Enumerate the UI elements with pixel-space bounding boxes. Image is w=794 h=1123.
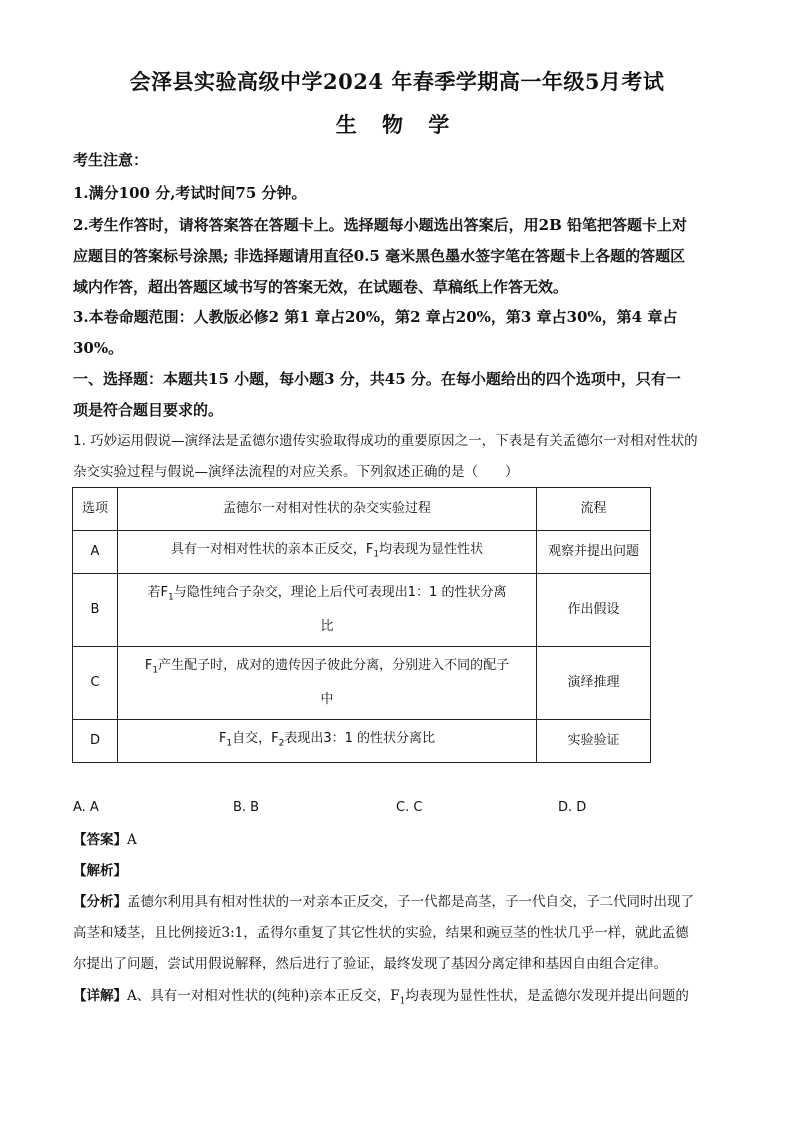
answer-value: A <box>127 832 137 848</box>
analysis-tag: 【解析】 <box>73 863 127 879</box>
fenxi-line-3: 尔提出了问题，尝试用假说解释，然后进行了验证，最终发现了基因分离定律和基因自由组合定律。 <box>73 956 667 972</box>
section-heading-line-1: 一、选择题：本题共15 小题，每小题3 分，共45 分。在每小题给出的四个选项中，只有一 <box>73 370 681 388</box>
table-row <box>73 574 651 647</box>
process-cell: 若$F_1$与隐性纯合子杂交，理论上后代可表现出1：1 的性状分离 比 <box>118 574 537 647</box>
answer-line <box>73 830 723 850</box>
option-cell: A <box>73 531 118 574</box>
notice-item-3-line-2: 30%。 <box>73 339 124 357</box>
table-row <box>73 720 651 763</box>
option-cell: C <box>73 647 118 720</box>
flow-cell: 作出假设 <box>537 574 651 647</box>
process-cell: $F_1$自交，$F_2$表现出3：1 的性状分离比 <box>118 720 537 763</box>
answer-option-a: A. A <box>73 800 99 815</box>
process-cell: $F_1$产生配子时，成对的遗传因子彼此分离，分别进入不同的配子 中 <box>118 647 537 720</box>
experiment-table <box>72 487 651 763</box>
answer-tag: 【答案】 <box>73 832 127 848</box>
table-header-row <box>73 488 651 531</box>
notice-item-2-line-2: 应题目的答案标号涂黑; 非选择题请用直径0.5 毫米黑色墨水签字笔在答题卡上各题的答题区 <box>73 247 686 265</box>
table-row <box>73 531 651 574</box>
section-heading-line-2: 项是符合题目要求的。 <box>73 401 224 419</box>
subject-title: 生 物 学 <box>335 112 459 137</box>
fenxi-line-2: 高茎和矮茎，且比例接近3:1，孟得尔重复了其它性状的实验，结果和豌豆茎的性状几乎一样，就此孟德 <box>73 925 689 941</box>
xiangjie-tag: 【详解】 <box>73 988 127 1004</box>
option-cell: D <box>73 720 118 763</box>
flow-cell: 实验验证 <box>537 720 651 763</box>
process-cell: 具有一对相对性状的亲本正反交，$F_1$均表现为显性性状 <box>118 531 537 574</box>
exam-title: 会泽县实验高级中学2024 年春季学期高一年级5月考试 <box>129 69 665 94</box>
table-header-cell: 孟德尔一对相对性状的杂交实验过程 <box>118 488 537 531</box>
fenxi-line-1: 【分析】孟德尔利用具有相对性状的一对亲本正反交，子一代都是高茎，子一代自交，子二代同时出现了 <box>73 894 694 910</box>
table-row <box>73 647 651 720</box>
answer-option-d: D. D <box>558 800 587 815</box>
fenxi-tag: 【分析】 <box>73 894 127 910</box>
table-header-cell: 流程 <box>537 488 651 531</box>
flow-cell: 演绎推理 <box>537 647 651 720</box>
notice-item-2-line-3: 域内作答，超出答题区域书写的答案无效，在试题卷、草稿纸上作答无效。 <box>73 278 569 296</box>
notice-item-1: 1.满分100 分,考试时间75 分钟。 <box>73 184 307 202</box>
notice-heading: 考生注意： <box>73 151 149 169</box>
table-header-cell: 选项 <box>73 488 118 531</box>
option-cell: B <box>73 574 118 647</box>
question-stem-line-2: 杂交实验过程与假说—演绎法流程的对应关系。下列叙述正确的是（ ） <box>73 464 519 480</box>
flow-cell: 观察并提出问题 <box>537 531 651 574</box>
analysis-line <box>73 861 723 881</box>
answer-option-c: C. C <box>396 800 423 815</box>
answer-option-b: B. B <box>233 800 260 815</box>
question-stem-line-1: 1. 巧妙运用假说—演绎法是孟德尔遗传实验取得成功的重要原因之一，下表是有关孟德尔一对相对性状的 <box>73 433 698 449</box>
notice-item-2-line-1: 2.考生作答时，请将答案答在答题卡上。选择题每小题选出答案后，用2B 铅笔把答题卡上对 <box>73 216 688 234</box>
xiangjie-line-1: 【详解】A、具有一对相对性状的(纯种)亲本正反交，$F_1$均表现为显性性状，是孟德尔发现并提出问题的 <box>73 988 689 1007</box>
notice-item-3-line-1: 3.本卷命题范围：人教版必修2 第1 章占20%，第2 章占20%，第3 章占30%，第4 章占 <box>73 308 678 326</box>
